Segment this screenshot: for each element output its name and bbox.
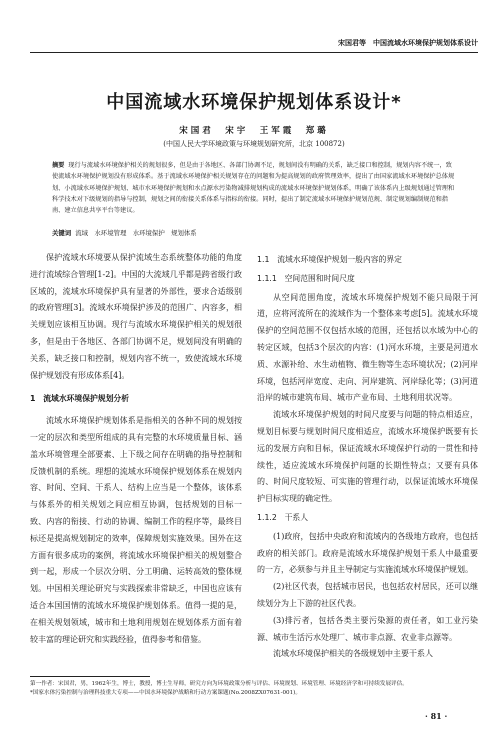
keywords-text: 流域 水环境管理 水环境保护 规划体系 (75, 229, 197, 237)
abstract-text: 现行与流域水环境保护相关的规划很多，但是由于各地区、各部门协调不足，规划间没有明确的关系，缺乏接口和控制，规划内容不统一，致使流域水环境保护规划没有形成体系。基于流域水环境保护相关规划存在的问题和为提高规划的政府管理效率，提出了由国家流域水环境保护总体规划、小流域水环境保护规划、城市水环境保护规划和水点源水污染物减排规划构成的流域水环境保护规划体系，明确了该体系内上级规划通过管理和科学技术对下级规划的指导与控制，规划之间的衔接关系体系与指标的衔接。同时，提出了制定流域水环境保护规划范规、制定规划编制规范和指南、建立信息共享平台等建议。 (52, 162, 455, 215)
section-1-heading: 1 流域水环境保护规划分析 (30, 394, 129, 404)
footnote-funding: *国家水体污染控制与治理科技重大专项——中国水环境保护战略和行动方案课题(No.2008ZX07631-001)。 (30, 689, 301, 696)
footnotes (30, 680, 478, 697)
intro-paragraph: 保护流域水环境要从保护流域生态系统整体功能的角度进行流域综合管理[1-2]。中国的大流域几乎都是跨省级行政区域的，流域水环境保护具有显著的外部性，要求合适级别的政府管理[3]。流域水环境保护涉及的范围广、内容多，相关规划应该相互协调。现行与流域水环境保护相关的规划很多，但是由于各地区、各部门协调不足，规划间没有明确的关系，缺乏接口和控制，规划内容不统一，致使流域水环境保护规划没有形成体系[4]。 (30, 253, 242, 380)
footnote-author: 第一作者：宋国君，男，1962年生，博士，教授，博士生导师，研究方向为环境政策分析与评估、环境规划、环境管理、环境经济学和可持续发展评估。 (30, 681, 408, 687)
page-number: · 81 · (425, 711, 448, 721)
keywords-label: 关键词 (52, 229, 72, 237)
stakeholder-summary: 流域水环境保护相关的各级规划中主要干系人 (273, 649, 433, 659)
stakeholder-polluters: (3)排污者，包括各类主要污染源的责任者，如工业污染源、城市生活污水处理厂、城市非点源、农业非点源等。 (257, 615, 478, 642)
footnote-rule (30, 676, 150, 677)
left-column (30, 250, 242, 648)
stakeholder-government: (1)政府，包括中央政府和流域内的各级地方政府，也包括政府的相关部门。政府是流域水环境保护规划干系人中最重要的一方，必须参与并且主导制定与实施流域水环境保护规划。 (257, 531, 478, 575)
header-rule (30, 52, 478, 53)
section-1-1-1-heading: 1.1.1 空间范围和时间尺度 (257, 273, 355, 283)
running-header: 宋国君等 中国流域水环境保护规划体系设计 (338, 38, 478, 47)
section-1-1-2-heading: 1.1.2 干系人 (257, 512, 309, 522)
abstract (52, 160, 456, 216)
right-column (257, 250, 478, 663)
stakeholder-community: (2)社区代表，包括城市居民，也包括农村居民，还可以继续划分为上下游的社区代表。 (257, 582, 478, 608)
section-1-paragraph: 流域水环境保护规划体系是指相关的各种不同的规划按一定的层次和类型所组成的具有完整的水环境质量目标、涵盖水环境管理全部要素、上下级之间存在明确的指导控制和反馈机制的系统。理想的流域水环境保护规划体系在规划内容、时间、空间、干系人、结构上应当是一个整体，该体系与体系外的相关规划之间应相互协调，包括规划的目标一致、内容的衔接、行动的协调、编制工作的程序等，最终目标还是提高规划制定的效率，保障规划实施效果。国外在这方面有很多成功的案例，将流域水环境保护相关的规划整合到一起，形成一个层次分明、分工明确、运转高效的整体规划。中国相关理论研究与实践探索非常缺乏，中国也应该有适合本国国情的流域水环境保护规划体系。值得一提的是，在相关规划领域，城市和土地利用规划在规划体系方面有着较丰富的理论研究和实践经验，值得参考和借鉴。 (30, 416, 242, 644)
spatial-paragraph: 从空间范围角度，流域水环境保护规划不能只局限于河道，应将河流所在的流域作为一个整体来考虑[5]。流域水环境保护的空间范围不仅包括水域的范围，还包括以水域为中心的转定区域，包括3个层次的内容：(1)河水环境，主要是河道水质、水源补给、水生动植物、微生物等生态环境状况；(2)河岸环境，包括河岸宽度、走向、河岸建筑、河岸绿化等；(3)河道沿岸的城市建筑布局、城市产业布局、土地利用状况等。 (257, 292, 478, 403)
paper-title: 中国流域水环境保护规划体系设计* (106, 92, 402, 113)
affiliation: (中国人民大学环境政策与环境规划研究所，北京 100872) (163, 140, 345, 148)
abstract-label: 摘要 (52, 162, 65, 169)
section-1-1-heading: 1.1 流域水环境保护规划一般内容的界定 (257, 255, 402, 264)
temporal-paragraph: 流域水环境保护规划的时间尺度要与问题的特点相适应，规划目标要与规划时间尺度相适应，流域水环境保护既要有长远的发展方向和目标，保证流域水环境保护行动的一贯性和持续性，适应流域水环境保护问题的长期性特点；又要有具体的、时间尺度较短、可实施的管理行动，以保证流域水环境保护目标实现的确定性。 (257, 410, 478, 504)
keywords (52, 228, 456, 237)
authors: 宋国君 宋宇 王军霞 郑璐 (179, 126, 329, 136)
